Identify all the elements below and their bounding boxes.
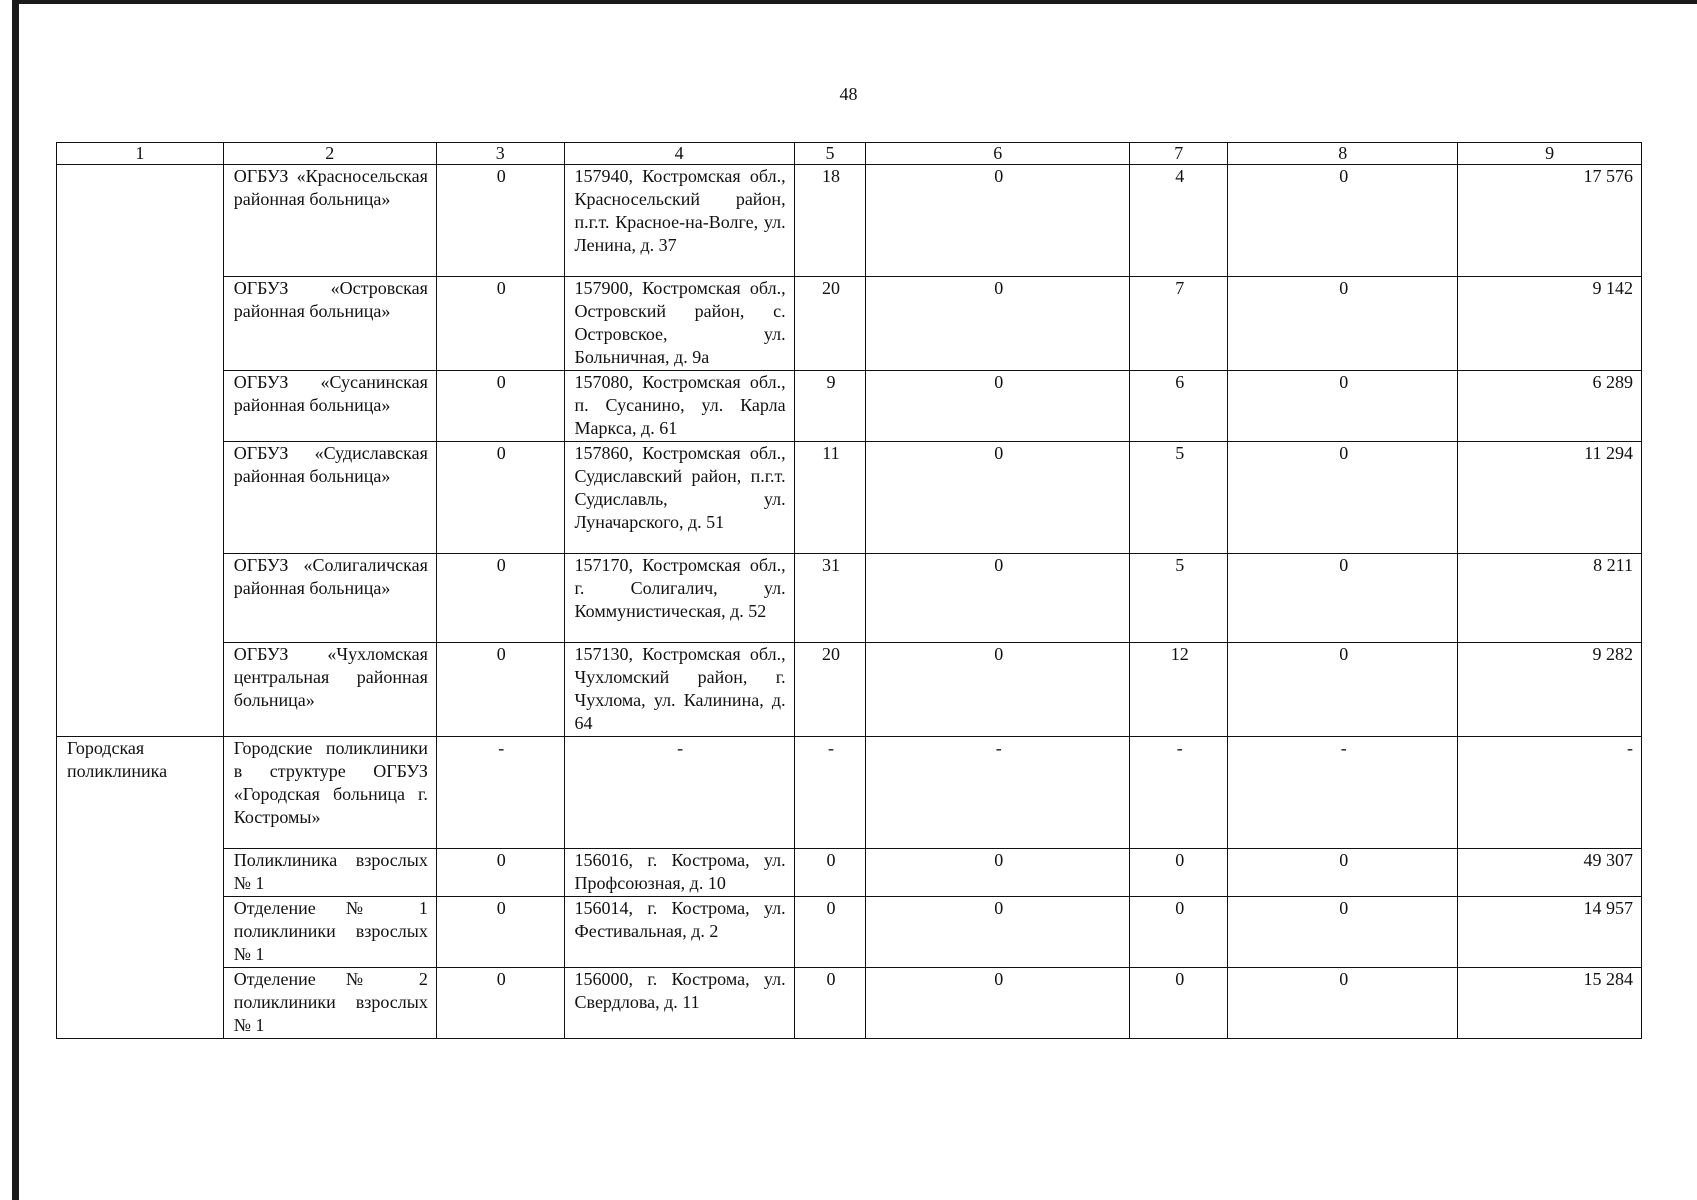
- scan-edge-left: [12, 0, 19, 1200]
- address: 156000, г. Кострома, ул. Свердлова, д. 11: [564, 968, 794, 1039]
- cell: 0: [436, 849, 564, 897]
- cell: 0: [866, 371, 1130, 442]
- column-number-row: [57, 143, 1642, 165]
- cell: 0: [1228, 277, 1458, 371]
- institution-name: ОГБУЗ «Солигаличская районная больница»: [223, 554, 436, 643]
- cell: 0: [794, 968, 866, 1039]
- cell: 0: [1228, 554, 1458, 643]
- population-value: 6 289: [1458, 371, 1642, 442]
- institution-name: Отделение № 1 поликлиники взрослых № 1: [223, 897, 436, 968]
- cell: 0: [866, 554, 1130, 643]
- population-value: 11 294: [1458, 442, 1642, 554]
- cell: 0: [436, 165, 564, 277]
- table-row: [57, 165, 1642, 277]
- cell: 0: [1228, 165, 1458, 277]
- cell: 0: [1228, 968, 1458, 1039]
- institution-name: ОГБУЗ «Судиславская районная больница»: [223, 442, 436, 554]
- column-number: 9: [1458, 143, 1642, 165]
- cell: 0: [1130, 968, 1228, 1039]
- cell: 0: [1228, 897, 1458, 968]
- address: 156016, г. Кострома, ул. Профсоюзная, д. 10: [564, 849, 794, 897]
- institution-name: ОГБУЗ «Чухломская центральная районная больница»: [223, 643, 436, 737]
- cell: 0: [866, 643, 1130, 737]
- table-row: [57, 643, 1642, 737]
- cell: -: [866, 737, 1130, 849]
- cell: -: [794, 737, 866, 849]
- cell: -: [1228, 737, 1458, 849]
- table-row: [57, 968, 1642, 1039]
- column-number: 7: [1130, 143, 1228, 165]
- population-value: 49 307: [1458, 849, 1642, 897]
- population-value: 8 211: [1458, 554, 1642, 643]
- table-row: [57, 737, 1642, 849]
- address: 157940, Костромская обл., Красносельский район, п.г.т. Красное-на-Волге, ул. Ленина, д. 37: [564, 165, 794, 277]
- table-row: [57, 371, 1642, 442]
- scan-edge-top: [12, 0, 1697, 4]
- cell: 0: [436, 968, 564, 1039]
- column-number: 5: [794, 143, 866, 165]
- cell: 0: [866, 277, 1130, 371]
- cell: -: [1130, 737, 1228, 849]
- cell: 20: [794, 643, 866, 737]
- population-value: 17 576: [1458, 165, 1642, 277]
- cell: 11: [794, 442, 866, 554]
- cell: 0: [866, 897, 1130, 968]
- cell: 20: [794, 277, 866, 371]
- institution-name: Поликлиника взрослых № 1: [223, 849, 436, 897]
- cell: 0: [1130, 849, 1228, 897]
- cell: 0: [1130, 897, 1228, 968]
- address: 157130, Костромская обл., Чухломский район, г. Чухлома, ул. Калинина, д. 64: [564, 643, 794, 737]
- institution-name: Городские поликлиники в структуре ОГБУЗ «Городская больница г. Костромы»: [223, 737, 436, 849]
- population-value: -: [1458, 737, 1642, 849]
- group-label: Городская поликлиника: [57, 737, 224, 1039]
- cell: 31: [794, 554, 866, 643]
- cell: 0: [1228, 643, 1458, 737]
- institution-name: ОГБУЗ «Красносельская районная больница»: [223, 165, 436, 277]
- institution-name: Отделение № 2 поликлиники взрослых № 1: [223, 968, 436, 1039]
- column-number: 8: [1228, 143, 1458, 165]
- table-row: [57, 277, 1642, 371]
- address: 157900, Костромская обл., Островский район, с. Островское, ул. Больничная, д. 9а: [564, 277, 794, 371]
- population-value: 15 284: [1458, 968, 1642, 1039]
- address: 157860, Костромская обл., Судиславский район, п.г.т. Судиславль, ул. Луначарского, д. 51: [564, 442, 794, 554]
- table-row: [57, 849, 1642, 897]
- table-row: [57, 554, 1642, 643]
- cell: 7: [1130, 277, 1228, 371]
- table-row: [57, 897, 1642, 968]
- table-row: [57, 442, 1642, 554]
- cell: 0: [436, 897, 564, 968]
- address: 157170, Костромская обл., г. Солигалич, ул. Коммунистическая, д. 52: [564, 554, 794, 643]
- cell: 0: [866, 849, 1130, 897]
- group-cell-empty: [57, 165, 224, 737]
- cell: 5: [1130, 442, 1228, 554]
- column-number: 2: [223, 143, 436, 165]
- cell: 18: [794, 165, 866, 277]
- column-number: 3: [436, 143, 564, 165]
- cell: 0: [794, 897, 866, 968]
- cell: 6: [1130, 371, 1228, 442]
- cell: 0: [1228, 442, 1458, 554]
- cell: 0: [436, 643, 564, 737]
- population-value: 9 142: [1458, 277, 1642, 371]
- column-number: 6: [866, 143, 1130, 165]
- population-value: 9 282: [1458, 643, 1642, 737]
- cell: 0: [436, 277, 564, 371]
- cell: 9: [794, 371, 866, 442]
- cell: 0: [1228, 849, 1458, 897]
- cell: 0: [436, 554, 564, 643]
- cell: 0: [436, 442, 564, 554]
- data-table: [56, 142, 1642, 1039]
- cell: 12: [1130, 643, 1228, 737]
- cell: -: [564, 737, 794, 849]
- address: 157080, Костромская обл., п. Сусанино, ул. Карла Маркса, д. 61: [564, 371, 794, 442]
- cell: 0: [794, 849, 866, 897]
- population-value: 14 957: [1458, 897, 1642, 968]
- address: 156014, г. Кострома, ул. Фестивальная, д. 2: [564, 897, 794, 968]
- cell: 0: [866, 968, 1130, 1039]
- column-number: 4: [564, 143, 794, 165]
- cell: -: [436, 737, 564, 849]
- cell: 5: [1130, 554, 1228, 643]
- cell: 0: [866, 165, 1130, 277]
- cell: 0: [436, 371, 564, 442]
- institution-name: ОГБУЗ «Сусанинская районная больница»: [223, 371, 436, 442]
- cell: 0: [866, 442, 1130, 554]
- column-number: 1: [57, 143, 224, 165]
- cell: 4: [1130, 165, 1228, 277]
- page-number: 48: [839, 84, 858, 104]
- cell: 0: [1228, 371, 1458, 442]
- institution-name: ОГБУЗ «Островская районная больница»: [223, 277, 436, 371]
